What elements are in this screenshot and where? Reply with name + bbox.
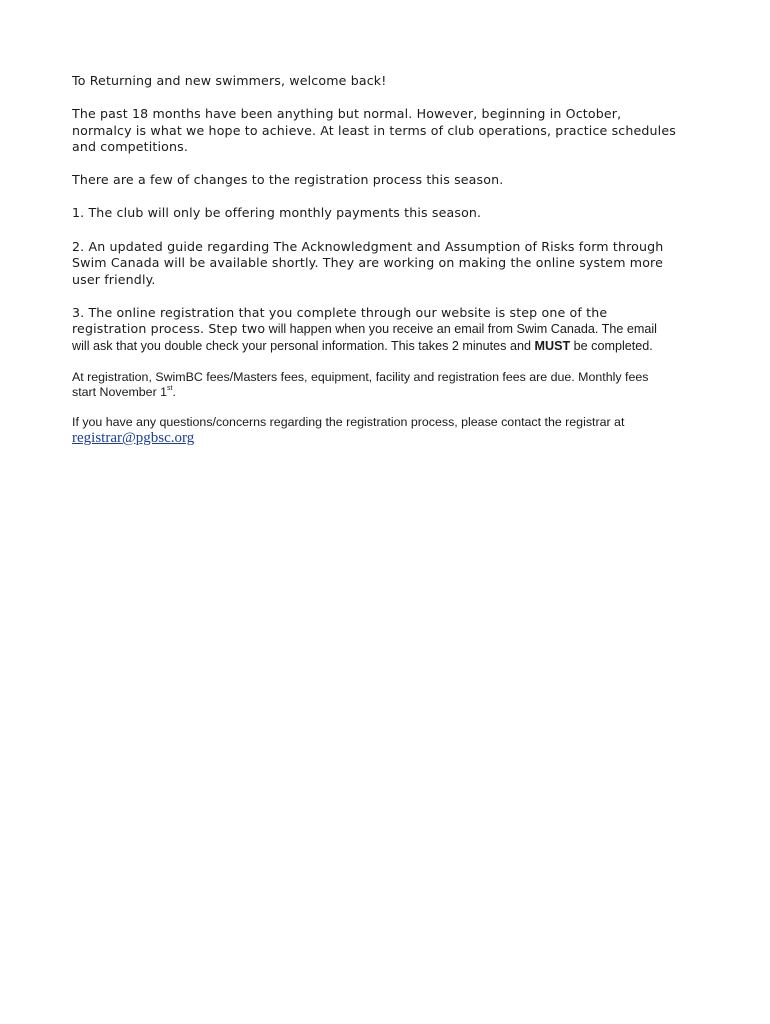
item-2-line-2: Swim Canada will be available shortly. They are working on making the online system more bbox=[72, 255, 663, 271]
fees-paragraph bbox=[72, 370, 702, 402]
registrar-email-link[interactable]: registrar@pgbsc.org bbox=[72, 430, 195, 447]
item-3-line-2b: will happen when you receive an email from Swim Canada. The email bbox=[265, 322, 657, 337]
fees-line-2b: . bbox=[172, 385, 176, 400]
item-2-line-1: 2. An updated guide regarding The Acknowledgment and Assumption of Risks form through bbox=[72, 238, 664, 254]
item-1: 1. The club will only be offering monthly payments this season. bbox=[72, 205, 482, 221]
letter-body bbox=[72, 73, 702, 447]
intro-line-2: normalcy is what we hope to achieve. At least in terms of club operations, practice schedules bbox=[72, 122, 676, 138]
intro-paragraph bbox=[72, 106, 702, 156]
item-3-must: MUST bbox=[534, 339, 571, 354]
item-3 bbox=[72, 305, 702, 355]
fees-line-1: At registration, SwimBC fees/Masters fees, equipment, facility and registration fees are due. Monthly fees bbox=[72, 369, 649, 384]
item-3-line-2a: registration process. Step two bbox=[72, 321, 266, 337]
item-3-line-1: 3. The online registration that you complete through our website is step one of the bbox=[72, 304, 608, 320]
item-2 bbox=[72, 239, 702, 289]
item-2-line-3: user friendly. bbox=[72, 271, 156, 287]
greeting: To Returning and new swimmers, welcome back! bbox=[72, 73, 387, 88]
fees-line-2a: start November 1 bbox=[72, 385, 168, 400]
intro-line-1: The past 18 months have been anything but normal. However, beginning in October, bbox=[72, 106, 622, 122]
item-3-line-3c: be completed. bbox=[570, 339, 653, 354]
item-3-line-3a: will ask that you double check your personal information. This takes 2 minutes and bbox=[72, 339, 535, 354]
contact-line-1: If you have any questions/concerns regarding the registration process, please contact the registrar at bbox=[72, 415, 625, 430]
contact-paragraph bbox=[72, 415, 702, 447]
intro-line-3: and competitions. bbox=[72, 139, 189, 155]
changes-intro: There are a few of changes to the registration process this season. bbox=[72, 172, 504, 188]
fees-ordinal: st bbox=[167, 385, 173, 393]
